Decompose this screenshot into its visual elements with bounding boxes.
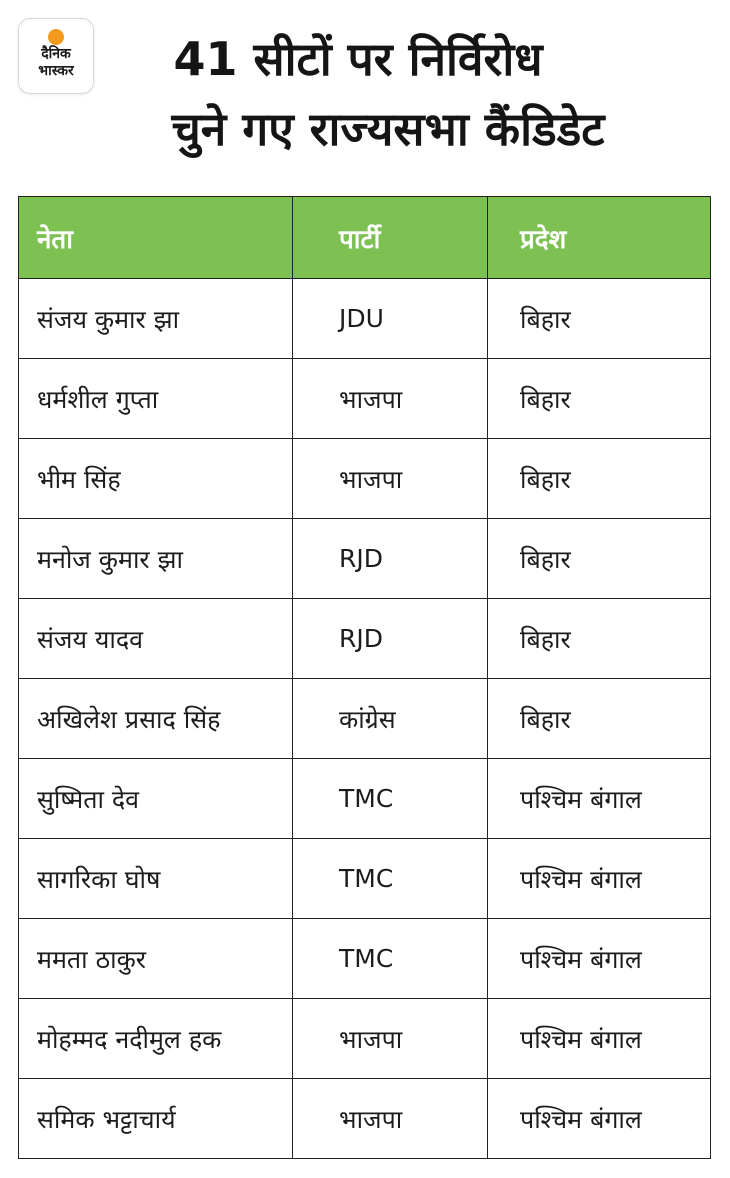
leader-name: धर्मशील गुप्ता [19, 359, 293, 439]
table-row [19, 1079, 711, 1159]
state-name: पश्चिम बंगाल [488, 759, 711, 839]
dainik-bhaskar-logo [18, 18, 94, 94]
column-header-leader: नेता [19, 197, 293, 279]
party-name: RJD [293, 599, 488, 679]
party-name: TMC [293, 839, 488, 919]
state-name: पश्चिम बंगाल [488, 999, 711, 1079]
leader-name: ममता ठाकुर [19, 919, 293, 999]
state-name: पश्चिम बंगाल [488, 839, 711, 919]
party-name: भाजपा [293, 999, 488, 1079]
table-row [19, 519, 711, 599]
leader-name: मोहम्मद नदीमुल हक [19, 999, 293, 1079]
leader-name: संजय कुमार झा [19, 279, 293, 359]
table-row [19, 919, 711, 999]
party-name: TMC [293, 919, 488, 999]
party-name: भाजपा [293, 439, 488, 519]
sun-icon [48, 29, 64, 45]
table-header-row [19, 197, 711, 279]
page-title-line2: चुने गए राज्यसभा कैंडिडेट [171, 102, 605, 156]
state-name: बिहार [488, 519, 711, 599]
state-name: पश्चिम बंगाल [488, 919, 711, 999]
logo-text-line2: भास्कर [38, 63, 74, 79]
party-name: कांग्रेस [293, 679, 488, 759]
logo-text-line1: दैनिक [41, 46, 71, 62]
leader-name: मनोज कुमार झा [19, 519, 293, 599]
table-row [19, 839, 711, 919]
table-row [19, 359, 711, 439]
leader-name: अखिलेश प्रसाद सिंह [19, 679, 293, 759]
party-name: भाजपा [293, 1079, 488, 1159]
table-row [19, 759, 711, 839]
table-row [19, 279, 711, 359]
leader-name: संजय यादव [19, 599, 293, 679]
state-name: बिहार [488, 359, 711, 439]
column-header-party: पार्टी [293, 197, 488, 279]
column-header-state: प्रदेश [488, 197, 711, 279]
party-name: भाजपा [293, 359, 488, 439]
state-name: बिहार [488, 599, 711, 679]
state-name: बिहार [488, 279, 711, 359]
state-name: बिहार [488, 679, 711, 759]
party-name: RJD [293, 519, 488, 599]
state-name: बिहार [488, 439, 711, 519]
leader-name: समिक भट्टाचार्य [19, 1079, 293, 1159]
table-row [19, 679, 711, 759]
page-title-line1: 41 सीटों पर निर्विरोध [173, 32, 543, 86]
table-row [19, 999, 711, 1079]
leader-name: सुष्मिता देव [19, 759, 293, 839]
party-name: JDU [293, 279, 488, 359]
table-row [19, 439, 711, 519]
leader-name: भीम सिंह [19, 439, 293, 519]
leader-name: सागरिका घोष [19, 839, 293, 919]
candidates-table [18, 196, 711, 1159]
state-name: पश्चिम बंगाल [488, 1079, 711, 1159]
table-row [19, 599, 711, 679]
party-name: TMC [293, 759, 488, 839]
